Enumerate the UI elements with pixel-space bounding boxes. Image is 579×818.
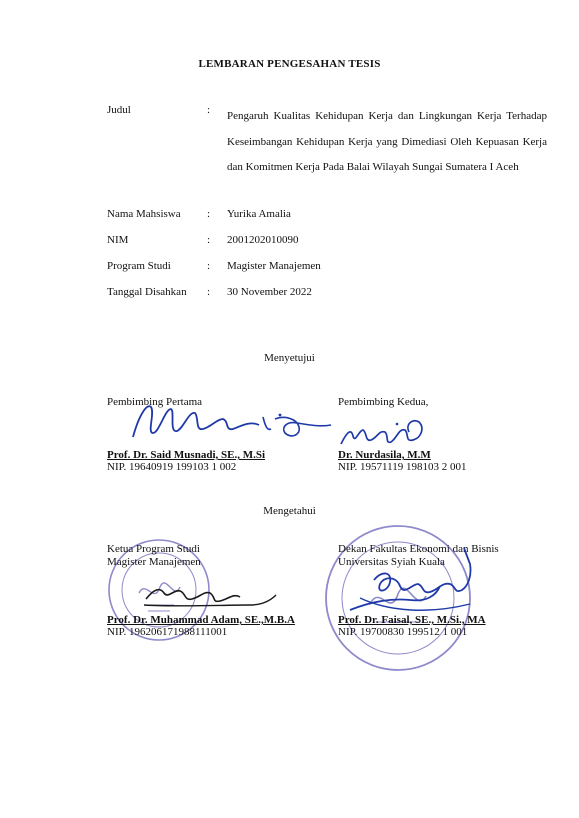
field-value: Yurika Amalia xyxy=(227,208,291,220)
ketua-name: Prof. Dr. Muhammad Adam, SE.,M.B.A xyxy=(107,614,295,626)
field-label: Program Studi xyxy=(107,260,171,272)
ketua-role-line2: Magister Manajemen xyxy=(107,556,201,568)
field-value: Magister Manajemen xyxy=(227,260,321,272)
field-judul xyxy=(107,104,547,208)
ketua-role-line1: Ketua Program Studi xyxy=(107,543,200,555)
field-colon: : xyxy=(207,286,211,298)
pembimbing2-name: Dr. Nurdasila, M.M xyxy=(338,449,431,461)
field-colon: : xyxy=(207,234,211,246)
field-value: 30 November 2022 xyxy=(227,286,312,298)
dekan-name: Prof. Dr. Faisal, SE., M.Si., MA xyxy=(338,614,486,626)
pembimbing2-nip: NIP. 19571119 198103 2 001 xyxy=(338,461,467,473)
field-tanggal xyxy=(107,286,547,312)
field-colon: : xyxy=(207,208,211,220)
field-value: Pengaruh Kualitas Kehidupan Kerja dan Lingkungan Kerja Terhadap Keseimbangan Kehidupan Kerja yang Dimediasi Oleh Kepuasan Kerja dan Komitmen Kerja Pada Balai Wilayah Sungai Sumatera I Aceh xyxy=(227,110,547,173)
ketua-signature xyxy=(140,575,290,615)
thesis-info xyxy=(107,104,547,312)
dekan-role-line1: Dekan Fakultas Ekonomi dan Bisnis xyxy=(338,543,499,555)
field-prodi xyxy=(107,260,547,286)
pembimbing2-role: Pembimbing Kedua, xyxy=(338,396,429,408)
dekan-nip: NIP. 19700830 199512 1 001 xyxy=(338,626,468,638)
field-label: Judul xyxy=(107,104,131,116)
pembimbing1-nip: NIP. 19640919 199103 1 002 xyxy=(107,461,237,473)
field-colon: : xyxy=(207,104,211,116)
field-label: NIM xyxy=(107,234,129,246)
ketua-nip: NIP. 196206171988111001 xyxy=(107,626,228,638)
field-colon: : xyxy=(207,260,211,272)
field-nama xyxy=(107,208,547,234)
field-label: Tanggal Disahkan xyxy=(107,286,187,298)
mengetahui-heading: Mengetahui xyxy=(263,505,316,517)
page-title: LEMBARAN PENGESAHAN TESIS xyxy=(198,58,381,70)
pembimbing1-name: Prof. Dr. Said Musnadi, SE., M.Si xyxy=(107,449,266,461)
field-value: 2001202010090 xyxy=(227,234,299,246)
menyetujui-heading: Menyetujui xyxy=(264,352,315,364)
dekan-role-line2: Universitas Syiah Kuala xyxy=(338,556,445,568)
pembimbing1-role: Pembimbing Pertama xyxy=(107,396,203,408)
field-label: Nama Mahsiswa xyxy=(107,208,181,220)
pembimbing1-signature xyxy=(125,395,355,455)
field-nim xyxy=(107,234,547,260)
